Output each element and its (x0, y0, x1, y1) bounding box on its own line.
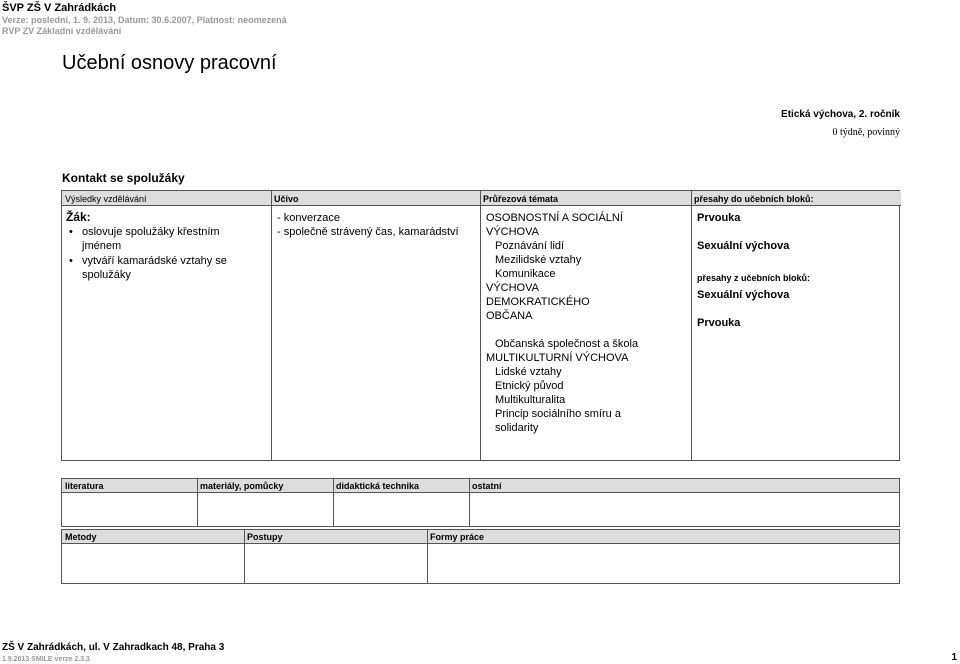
topic-item: Lidské vztahy (495, 366, 562, 378)
column-divider (469, 479, 470, 526)
topic-group (486, 351, 661, 435)
topic-group (486, 211, 661, 281)
topic-item: Etnický původ (495, 380, 564, 392)
school-name: ŠVP ZŠ V Zahrádkách (2, 2, 117, 14)
outcome-item (62, 225, 242, 253)
column-header-work-forms: Formy práce (427, 530, 899, 544)
outcome-item (62, 254, 242, 282)
column-header-curriculum: Učivo (271, 191, 480, 206)
column-header-cross-topics: Průřezová témata (480, 191, 691, 206)
column-header-outcomes: Výsledky vzdělávání (62, 191, 271, 206)
topic-heading: VÝCHOVA DEMOKRATICKÉHO OBČANA (486, 282, 590, 322)
topic-item: Princip sociálního smíru a solidarity (495, 408, 621, 434)
bullet-icon: • (69, 255, 73, 267)
overlaps-from-label: přesahy z učebních bloků: (697, 273, 811, 283)
column-divider (691, 191, 692, 460)
column-header-other: ostatní (469, 479, 899, 493)
column-header-materials: materiály, pomůcky (197, 479, 333, 493)
column-header-procedures: Postupy (244, 530, 427, 544)
curriculum-table (61, 190, 900, 461)
weekly-hours: 0 týdně, povinný (832, 127, 900, 138)
overlap-to-item: Sexuální výchova (697, 240, 790, 252)
topic-item: Poznávání lidí (495, 240, 565, 252)
column-divider (333, 479, 334, 526)
resources-table (61, 478, 900, 527)
column-header-didactic-tech: didaktická technika (333, 479, 469, 493)
column-divider (244, 530, 245, 583)
topic-item: Multikulturalita (495, 394, 566, 406)
topic-group (486, 281, 661, 351)
outcome-text: oslovuje spolužáky křestním jménem (82, 226, 220, 252)
column-header-literature: literatura (62, 479, 197, 493)
column-header-overlaps: přesahy do učebních bloků: (691, 191, 901, 206)
topic-heading: MULTIKULTURNÍ VÝCHOVA (486, 352, 629, 364)
curriculum-cell (277, 206, 477, 460)
version-line: Verze: poslední, 1. 9. 2013, Datum: 30.6.2007, Platnost: neomezená (2, 15, 287, 25)
outcomes-cell (62, 206, 242, 460)
topic-heading: OSOBNOSTNÍ A SOCIÁLNÍ VÝCHOVA (486, 212, 623, 238)
overlap-from-item: Sexuální výchova (697, 289, 790, 301)
page-number: 1 (951, 652, 957, 663)
methods-table (61, 529, 900, 584)
topic-item: Mezilidské vztahy (495, 254, 582, 266)
topic-item: Občanská společnost a škola (495, 338, 639, 350)
pupil-label: Žák: (66, 210, 91, 224)
overlaps-cell (693, 206, 898, 460)
footer-version: 1.9.2013 SMILE verze 2.3.3 (2, 656, 90, 663)
section-title: Kontakt se spolužáky (62, 171, 185, 185)
rvp-line: RVP ZV Základní vzdělávání (2, 26, 122, 36)
column-header-methods: Metody (62, 530, 244, 544)
document-title: Učební osnovy pracovní (62, 52, 277, 74)
column-divider (271, 191, 272, 460)
overlap-to-item: Prvouka (697, 212, 741, 224)
topic-item: Komunikace (495, 268, 556, 280)
column-divider (197, 479, 198, 526)
bullet-icon: • (69, 226, 73, 238)
outcome-text: vytváří kamarádské vztahy se spolužáky (82, 255, 227, 281)
cross-topics-cell (486, 206, 661, 460)
footer-address: ZŠ V Zahrádkách, ul. V Zahradkach 48, Praha 3 (2, 642, 225, 653)
curriculum-item: - společně strávený čas, kamarádství (277, 226, 459, 238)
subject-grade: Etická výchova, 2. ročník (781, 109, 900, 120)
overlap-from-item: Prvouka (697, 317, 741, 329)
column-divider (427, 530, 428, 583)
curriculum-item: - konverzace (277, 212, 340, 224)
column-divider (480, 191, 481, 460)
